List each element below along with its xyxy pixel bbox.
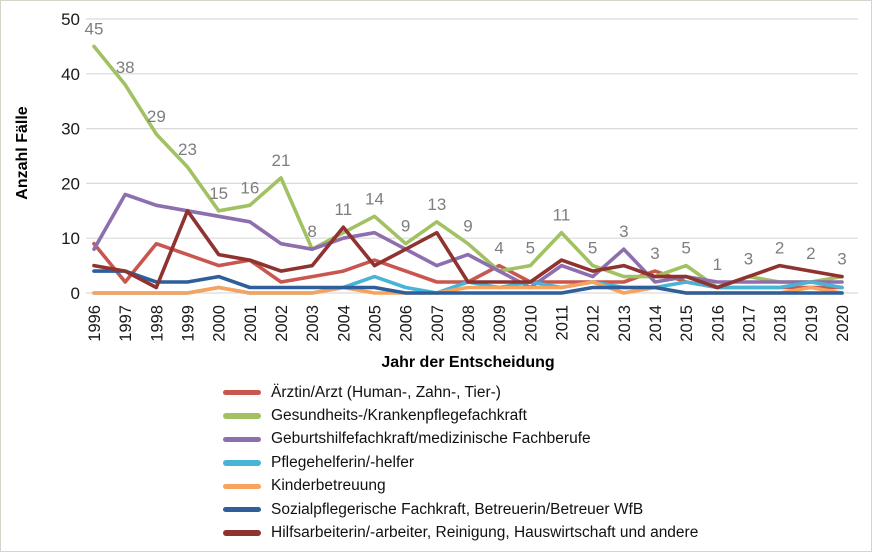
data-label: 2	[774, 238, 785, 258]
y-tick-label: 10	[61, 229, 80, 249]
data-label: 11	[334, 200, 353, 220]
y-tick-label: 20	[61, 174, 80, 194]
data-label: 3	[650, 244, 660, 264]
x-tick-label: 2020	[834, 305, 852, 342]
legend-label: Hilfsarbeiterin/-arbeiter, Reinigung, Hauswirtschaft und andere	[271, 524, 699, 542]
legend-swatch-line-icon	[223, 413, 261, 419]
legend-swatch-line-icon	[223, 390, 261, 396]
legend-item	[223, 451, 698, 474]
data-label: 38	[115, 57, 135, 77]
y-tick-label: 50	[61, 10, 80, 29]
y-tick-label: 40	[61, 64, 80, 84]
data-label: 9	[463, 216, 473, 236]
x-tick-label: 2002	[273, 305, 291, 342]
x-tick-label: 2006	[397, 305, 416, 342]
legend-item	[223, 475, 698, 498]
legend-label: Sozialpflegerische Fachkraft, Betreuerin/Betreuer WfB	[271, 500, 644, 518]
x-tick-label: 2014	[647, 305, 665, 342]
series-line	[94, 194, 842, 287]
data-label: 9	[400, 216, 411, 236]
legend-swatch-line-icon	[223, 437, 261, 443]
data-label: 16	[240, 178, 260, 198]
y-tick-label: 30	[61, 119, 80, 139]
legend-swatch-line-icon	[223, 530, 261, 536]
x-tick-label: 2005	[366, 305, 385, 342]
x-tick-label: 2012	[584, 305, 603, 342]
x-tick-label: 1996	[86, 305, 104, 342]
x-tick-label: 2019	[802, 305, 821, 342]
chart-legend	[223, 381, 698, 545]
x-tick-label: 1998	[148, 305, 167, 342]
legend-label: Kinderbetreuung	[271, 477, 386, 495]
x-tick-label: 2008	[460, 305, 478, 342]
x-tick-label: 2001	[241, 305, 260, 342]
legend-item	[223, 521, 698, 544]
legend-item	[223, 498, 698, 521]
legend-label: Ärztin/Arzt (Human-, Zahn-, Tier-)	[271, 383, 501, 401]
legend-swatch-line-icon	[223, 460, 261, 466]
y-tick-label: 0	[70, 284, 80, 303]
data-label: 8	[307, 222, 317, 242]
legend-label: Pflegehelferin/-helfer	[271, 453, 415, 471]
x-tick-label: 2013	[615, 305, 634, 342]
data-label: 11	[552, 205, 571, 225]
x-tick-label: 2010	[522, 305, 541, 342]
x-tick-label: 1997	[117, 305, 136, 342]
x-tick-label: 2009	[491, 304, 510, 342]
data-label: 5	[681, 238, 691, 258]
x-tick-label: 2015	[678, 305, 697, 342]
y-axis-title: Anzahl Fälle	[14, 106, 31, 200]
data-label: 4	[494, 238, 504, 258]
data-label: 15	[209, 183, 229, 203]
data-label: 5	[587, 238, 598, 258]
x-tick-label: 2018	[771, 305, 790, 342]
x-tick-label: 2011	[553, 305, 572, 341]
legend-item	[223, 428, 698, 451]
data-label: 23	[178, 139, 197, 159]
data-label: 3	[619, 222, 629, 242]
x-tick-label: 2000	[210, 305, 229, 342]
legend-label: Gesundheits-/Krankenpflegefachkraft	[271, 407, 527, 425]
data-label: 14	[365, 189, 384, 209]
data-label: 29	[146, 107, 166, 127]
data-label: 21	[271, 150, 291, 170]
data-label: 1	[712, 255, 723, 275]
series-line	[94, 46, 842, 287]
legend-swatch-line-icon	[223, 507, 261, 513]
x-tick-label: 2003	[304, 305, 323, 342]
legend-swatch-line-icon	[223, 484, 261, 490]
chart-plot-area	[1, 1, 872, 351]
data-label: 45	[84, 19, 104, 39]
data-label: 2	[806, 244, 816, 264]
x-tick-label: 2017	[740, 305, 759, 342]
data-label: 13	[427, 194, 447, 214]
data-label: 5	[525, 238, 536, 258]
x-axis-title: Jahr der Entscheidung	[381, 354, 555, 371]
x-tick-label: 2007	[428, 305, 447, 342]
data-label: 3	[743, 249, 754, 269]
x-tick-label: 1999	[179, 305, 198, 342]
data-label: 3	[837, 249, 847, 269]
legend-label: Geburtshilfefachkraft/medizinische Fachberufe	[271, 430, 591, 448]
legend-item	[223, 404, 698, 427]
x-tick-label: 2004	[335, 305, 354, 342]
legend-item	[223, 381, 698, 404]
x-tick-label: 2016	[709, 305, 728, 342]
